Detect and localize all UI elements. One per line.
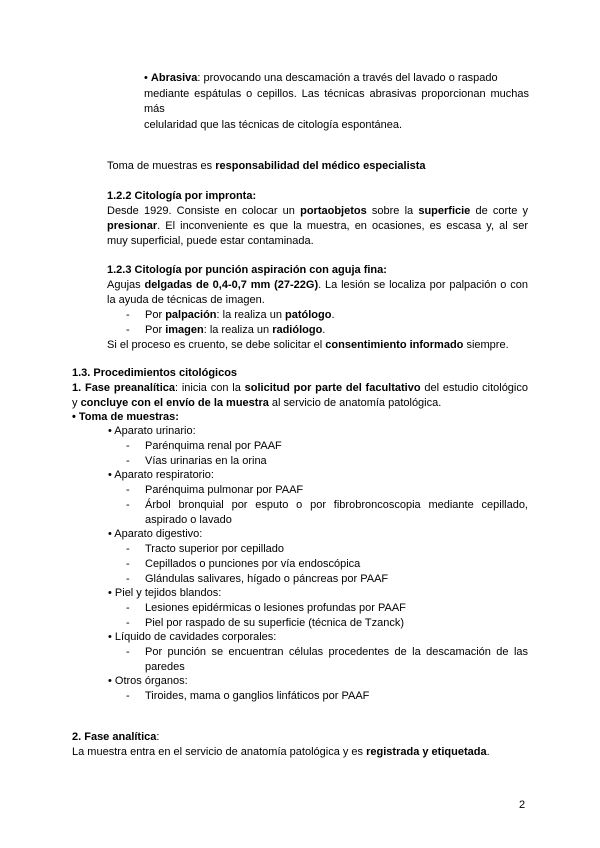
dash: - <box>126 690 130 702</box>
fase-analitica-line: La muestra entra en el servicio de anatomía patológica y es registrada y etiquetada. <box>72 746 490 758</box>
list-item: Por punción se encuentran células procedentes de la descamación de las <box>145 646 528 658</box>
dash: - <box>126 324 130 336</box>
section-122-title: 1.2.2 Citología por impronta: <box>107 190 257 202</box>
dash: - <box>126 484 130 496</box>
section-123-line-2: la ayuda de técnicas de imagen. <box>107 294 265 306</box>
dash: - <box>126 543 130 555</box>
group-label: • Otros órganos: <box>108 675 188 687</box>
list-item: Cepillados o punciones por vía endoscópica <box>145 558 361 570</box>
abrasiva-line-2: mediante espátulas o cepillos. Las técnicas abrasivas proporcionan muchas <box>144 88 529 100</box>
dash: - <box>126 646 130 658</box>
dash: - <box>126 440 130 452</box>
fase-preanalitica-line-1: 1. Fase preanalítica: inicia con la solicitud por parte del facultativo del estudio citológico <box>72 382 528 394</box>
group-label: • Piel y tejidos blandos: <box>108 587 222 599</box>
list-item: Vías urinarias en la orina <box>145 455 267 467</box>
list-item: Tiroides, mama o ganglios linfáticos por PAAF <box>145 690 370 702</box>
section-13-title: 1.3. Procedimientos citológicos <box>72 367 238 379</box>
abrasiva-line-1: • Abrasiva: provocando una descamación a través del lavado o raspado <box>144 72 498 84</box>
palpacion-item: Por palpación: la realiza un patólogo. <box>145 309 335 321</box>
fase-preanalitica-line-2: y concluye con el envío de la muestra al servicio de anatomía patológica. <box>72 397 442 409</box>
page-number: 2 <box>519 799 526 811</box>
dash: - <box>126 455 130 467</box>
list-item: Árbol bronquial por esputo o por fibrobroncoscopia mediante cepillado, <box>145 499 528 511</box>
dash: - <box>126 558 130 570</box>
list-item: Parénquima renal por PAAF <box>145 440 282 452</box>
section-122-line-1: Desde 1929. Consiste en colocar un portaobjetos sobre la superficie de corte y <box>107 205 529 217</box>
group-label: • Aparato respiratorio: <box>108 469 214 481</box>
group-label: • Aparato digestivo: <box>108 528 203 540</box>
list-item: Lesiones epidérmicas o lesiones profundas por PAAF <box>145 602 406 614</box>
list-item: Glándulas salivares, hígado o páncreas por PAAF <box>145 573 389 585</box>
list-item: Piel por raspado de su superficie (técnica de Tzanck) <box>145 617 405 629</box>
list-item: Tracto superior por cepillado <box>145 543 284 555</box>
imagen-item: Por imagen: la realiza un radiólogo. <box>145 324 326 336</box>
list-item-continuation: paredes <box>145 661 185 673</box>
fase-analitica-title: 2. Fase analítica: <box>72 731 160 743</box>
section-123-line-1: Agujas delgadas de 0,4-0,7 mm (27-22G). La lesión se localiza por palpación o con <box>107 279 528 291</box>
section-123-line-3: Si el proceso es cruento, se debe solicitar el consentimiento informado siempre. <box>107 339 509 351</box>
dash: - <box>126 309 130 321</box>
abrasiva-line-3: más <box>144 103 165 115</box>
list-item: Parénquima pulmonar por PAAF <box>145 484 304 496</box>
dash: - <box>126 499 130 511</box>
abrasiva-line-4: celularidad que las técnicas de citología espontánea. <box>144 119 403 131</box>
group-label: • Líquido de cavidades corporales: <box>108 631 277 643</box>
toma-de-muestras-heading: • Toma de muestras: <box>72 411 179 423</box>
toma-responsabilidad: Toma de muestras es responsabilidad del médico especialista <box>107 160 426 172</box>
dash: - <box>126 573 130 585</box>
bullet: • <box>144 72 148 84</box>
section-122-line-3: muy superficial, puede estar contaminada. <box>107 235 314 247</box>
section-122-line-2: presionar. El inconveniente es que la muestra, en ocasiones, es escasa y, al ser <box>107 220 528 232</box>
dash: - <box>126 617 130 629</box>
abrasiva-term: Abrasiva <box>150 72 198 84</box>
list-item-continuation: aspirado o lavado <box>145 514 232 526</box>
section-123-title: 1.2.3 Citología por punción aspiración con aguja fina: <box>107 264 387 276</box>
group-label: • Aparato urinario: <box>108 425 196 437</box>
dash: - <box>126 602 130 614</box>
